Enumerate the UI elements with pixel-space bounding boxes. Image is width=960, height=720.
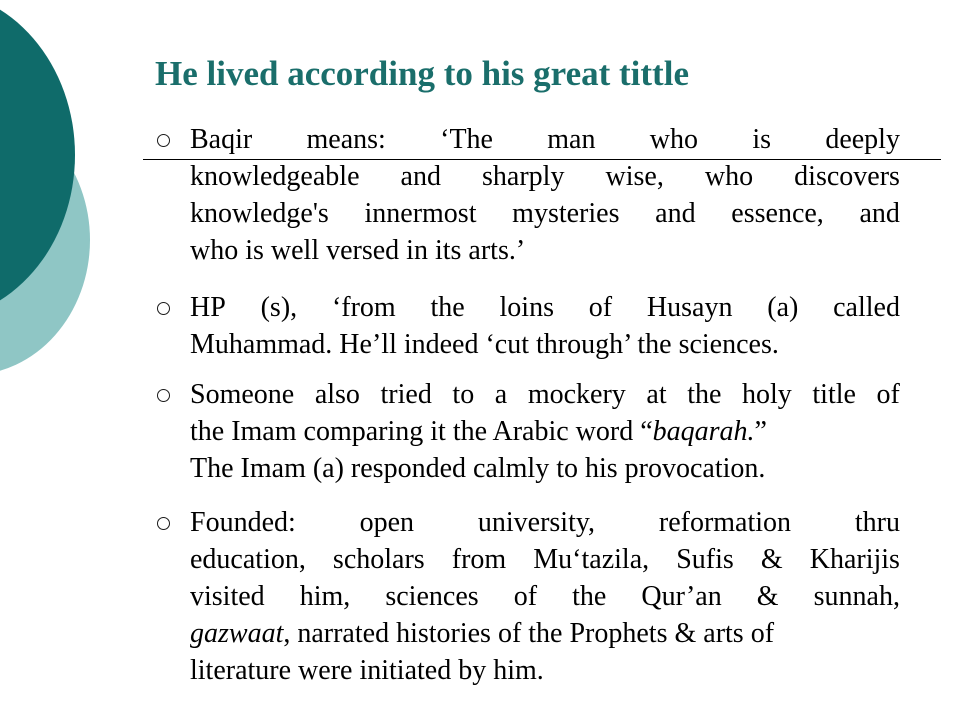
word: Someone	[190, 379, 295, 410]
word: knowledgeable	[190, 161, 360, 192]
hollow-circle-bullet-icon	[157, 389, 170, 402]
word: essence,	[731, 198, 824, 229]
word: and	[655, 198, 696, 229]
word: Kharijis	[809, 544, 900, 575]
bullet-line: Muhammad. He’ll indeed ‘cut through’ the sciences.	[190, 329, 779, 360]
word: man	[547, 124, 596, 155]
word: the	[572, 581, 607, 612]
word: (a)	[767, 292, 799, 323]
word: the	[430, 292, 465, 323]
word: and	[859, 198, 900, 229]
hollow-circle-bullet-icon	[157, 302, 170, 315]
word: him,	[299, 581, 351, 612]
word: title	[812, 379, 856, 410]
word: from	[451, 544, 507, 575]
word: loins	[499, 292, 554, 323]
word: wise,	[605, 161, 664, 192]
word: to	[452, 379, 475, 410]
bullet-text	[190, 289, 900, 363]
bullet-line: the Imam comparing it the Arabic word “baqarah.”	[190, 416, 767, 447]
word: education,	[190, 544, 306, 575]
word: open	[359, 507, 415, 538]
word: innermost	[364, 198, 477, 229]
word: Baqir	[190, 124, 253, 155]
bullet-line	[190, 578, 900, 615]
word: ‘from	[331, 292, 396, 323]
word: mockery	[527, 379, 626, 410]
word: visited	[190, 581, 265, 612]
word: &	[760, 544, 783, 575]
word: &	[756, 581, 779, 612]
word: Sufis	[676, 544, 734, 575]
word: discovers	[794, 161, 900, 192]
word: of	[588, 292, 613, 323]
word: also	[314, 379, 360, 410]
word: scholars	[332, 544, 425, 575]
word: and	[400, 161, 441, 192]
bullet-line	[190, 376, 900, 413]
bullet-line: gazwaat, narrated histories of the Prophets & arts of	[190, 618, 775, 649]
word: holy	[742, 379, 792, 410]
bullet-line	[190, 504, 900, 541]
bullet-line	[190, 195, 900, 232]
hollow-circle-bullet-icon	[157, 134, 170, 147]
word: university,	[477, 507, 596, 538]
word: ‘The	[440, 124, 493, 155]
word: a	[494, 379, 508, 410]
word: sharply	[482, 161, 565, 192]
word: HP	[190, 292, 226, 323]
bullet-line: literature were initiated by him.	[190, 655, 544, 686]
word: Mu‘tazila,	[533, 544, 650, 575]
word: thru	[854, 507, 900, 538]
word: who	[649, 124, 699, 155]
word: knowledge's	[190, 198, 329, 229]
slide-title: He lived according to his great tittle	[155, 54, 689, 93]
bullet-text	[190, 121, 900, 269]
italic-term: gazwaat	[190, 618, 284, 649]
hollow-circle-bullet-icon	[157, 517, 170, 530]
word: called	[833, 292, 900, 323]
word: at	[646, 379, 667, 410]
bullet-line	[190, 289, 900, 326]
word: Qur’an	[641, 581, 722, 612]
word: reformation	[658, 507, 792, 538]
bullet-line: The Imam (a) responded calmly to his provocation.	[190, 453, 766, 484]
bullet-line: who is well versed in its arts.’	[190, 235, 526, 266]
word: mysteries	[512, 198, 620, 229]
bullet-line	[190, 541, 900, 578]
word: Founded:	[190, 507, 296, 538]
bullet-text	[190, 376, 900, 487]
word: Husayn	[646, 292, 733, 323]
bullet-line	[190, 158, 900, 195]
word: tried	[380, 379, 432, 410]
word: (s),	[260, 292, 298, 323]
word: sunnah,	[813, 581, 900, 612]
italic-term: baqarah.	[652, 416, 755, 447]
word: who	[704, 161, 754, 192]
word: is	[752, 124, 772, 155]
word: of	[513, 581, 538, 612]
word: deeply	[825, 124, 900, 155]
bullet-line	[190, 121, 900, 158]
word: means:	[306, 124, 386, 155]
word: of	[876, 379, 900, 410]
word: the	[687, 379, 722, 410]
word: sciences	[385, 581, 479, 612]
bullet-text	[190, 504, 900, 689]
